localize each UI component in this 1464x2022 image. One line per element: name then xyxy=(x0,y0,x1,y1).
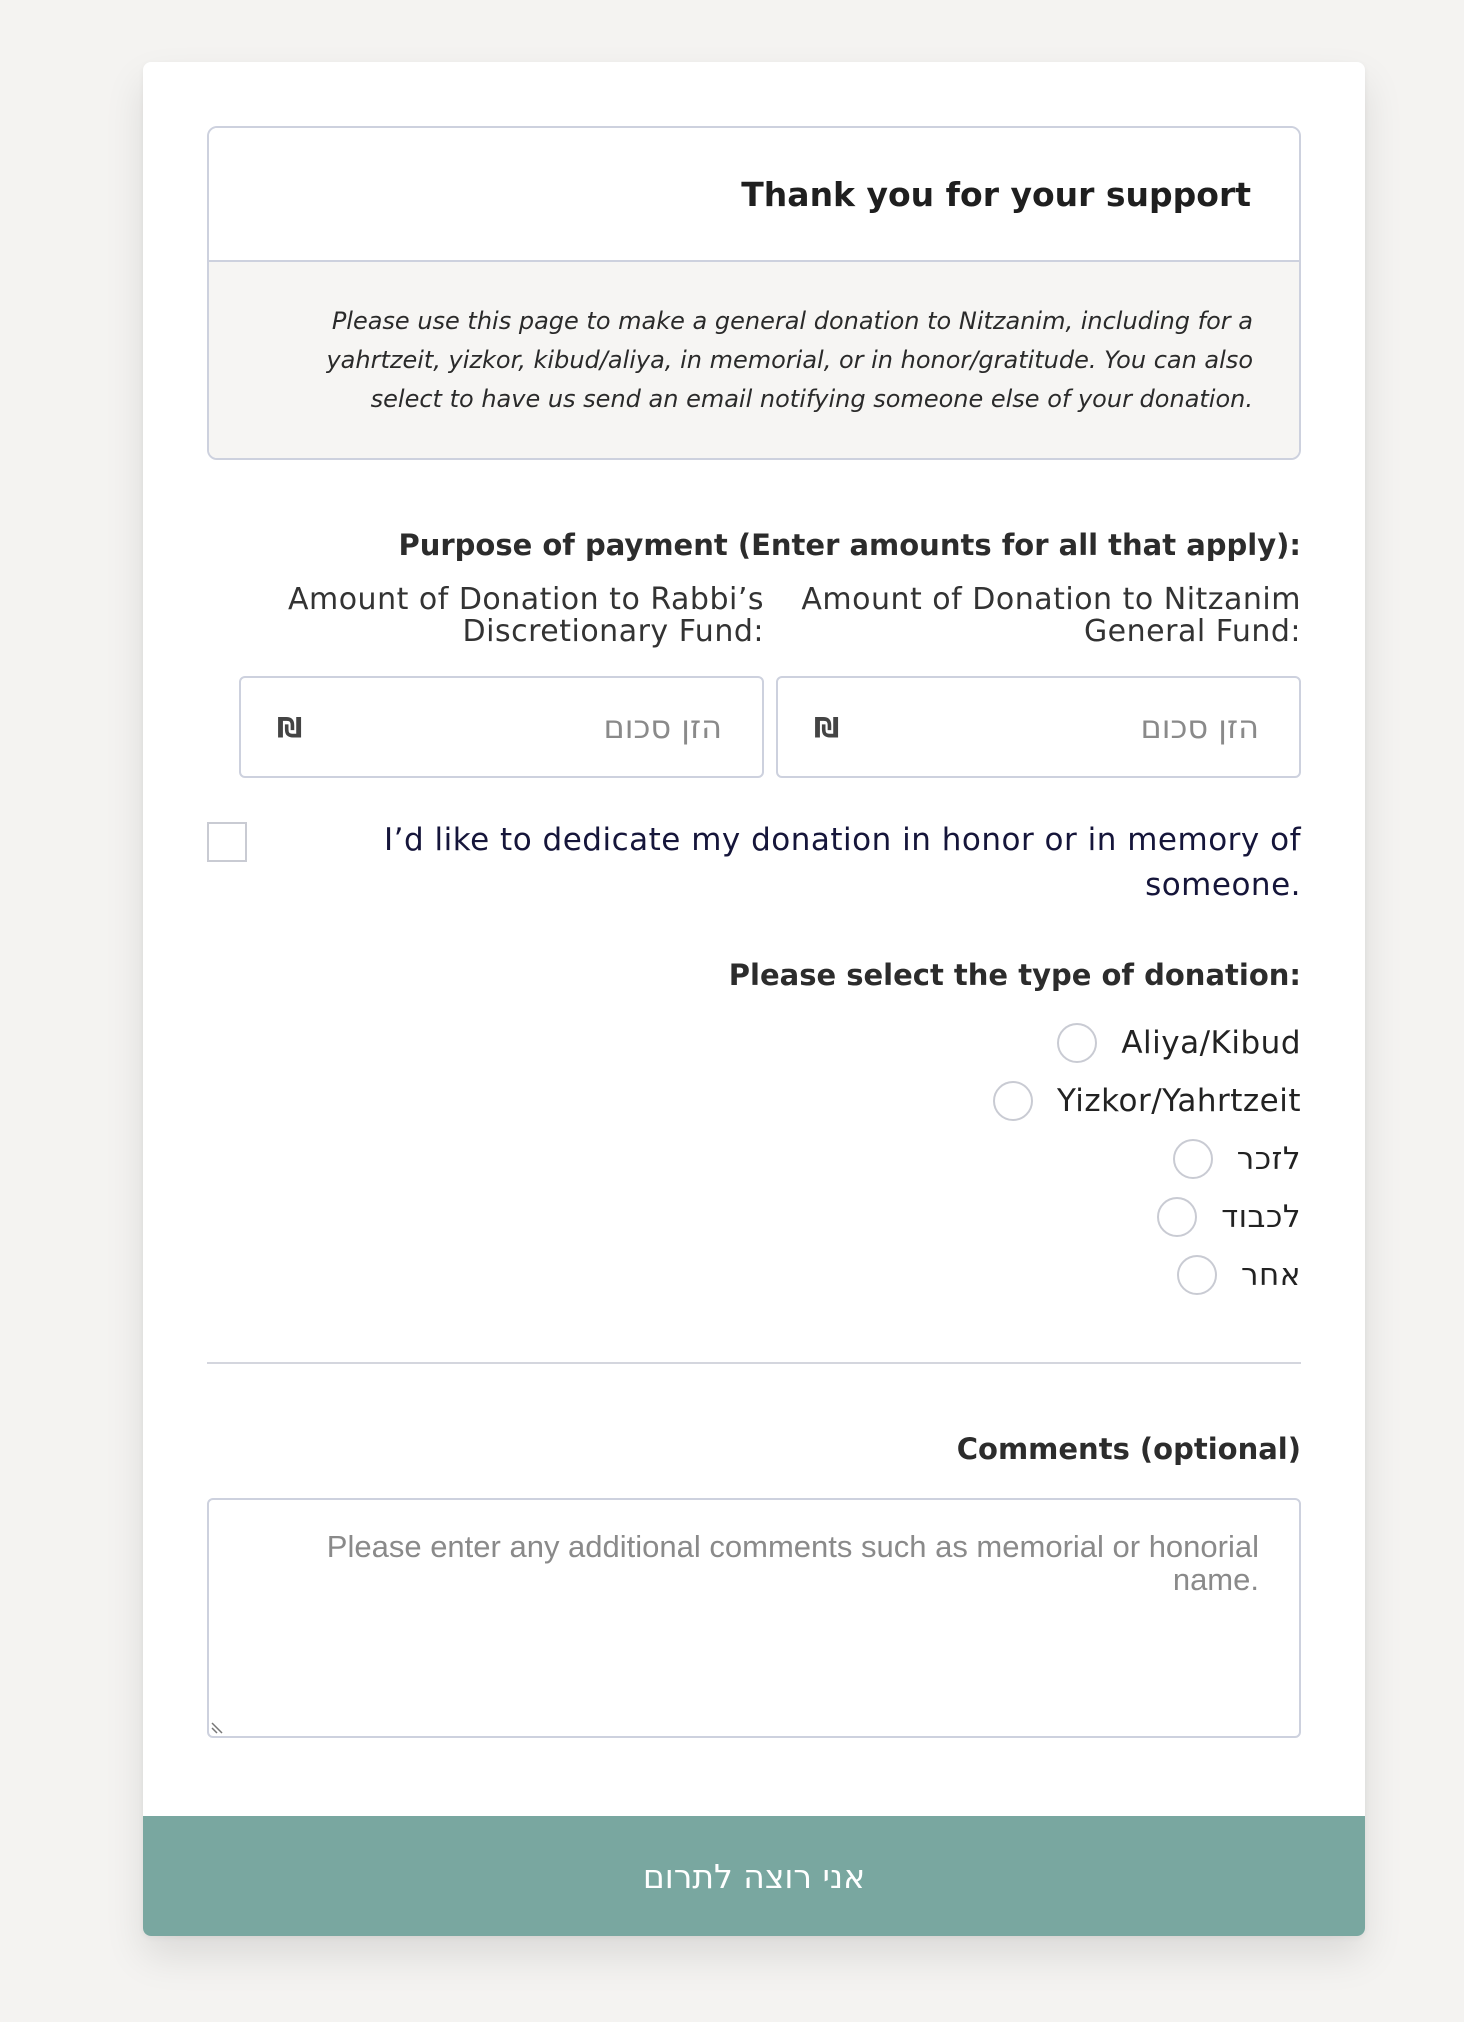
shekel-icon: ₪ xyxy=(814,710,840,744)
radio-button[interactable] xyxy=(1057,1023,1097,1063)
radio-button[interactable] xyxy=(1177,1255,1217,1295)
rabbi-fund-field xyxy=(239,584,764,778)
donation-type-label: Please select the type of donation: xyxy=(728,958,1301,992)
radio-button[interactable] xyxy=(1157,1197,1197,1237)
comments-label: Comments (optional) xyxy=(956,1432,1301,1466)
radio-label: Yizkor/Yahrtzeit xyxy=(1056,1083,1301,1119)
divider xyxy=(207,1362,1301,1364)
resize-grip-icon[interactable] xyxy=(211,1720,225,1734)
dedicate-label[interactable]: I’d like to dedicate my donation in honor or in memory of someone. xyxy=(384,822,1301,903)
radio-label: Aliya/Kibud xyxy=(1121,1025,1301,1061)
radio-option-lezecher[interactable] xyxy=(207,1130,1301,1188)
radio-label: לכבוד xyxy=(1221,1199,1301,1235)
shekel-icon: ₪ xyxy=(277,710,303,744)
donation-type-radio-group xyxy=(207,1014,1301,1304)
form-content xyxy=(207,126,1301,1738)
info-panel-header xyxy=(209,128,1299,262)
info-panel xyxy=(207,126,1301,460)
radio-button[interactable] xyxy=(993,1081,1033,1121)
comments-textarea[interactable] xyxy=(207,1498,1301,1738)
amount-placeholder: הזן סכום xyxy=(603,708,722,746)
radio-label: אחר xyxy=(1241,1257,1301,1293)
dedicate-row xyxy=(207,822,1301,914)
amount-fields xyxy=(207,584,1301,778)
radio-option-yizkor-yahrtzeit[interactable] xyxy=(207,1072,1301,1130)
purpose-label: Purpose of payment (Enter amounts for all that apply): xyxy=(398,528,1301,562)
radio-option-aliya-kibud[interactable] xyxy=(207,1014,1301,1072)
donate-button[interactable]: אני רוצה לתרום xyxy=(143,1816,1365,1936)
rabbi-fund-amount-input[interactable] xyxy=(239,676,764,778)
donation-form-card xyxy=(143,62,1365,1936)
radio-button[interactable] xyxy=(1173,1139,1213,1179)
comments-placeholder: Please enter any additional comments such as memorial or honorial name. xyxy=(326,1529,1259,1597)
general-fund-label: Amount of Donation to Nitzanim General Fund: xyxy=(801,582,1301,649)
info-title: Thank you for your support xyxy=(741,174,1251,214)
general-fund-field xyxy=(776,584,1301,778)
radio-label: לזכר xyxy=(1236,1141,1301,1177)
info-description: Please use this page to make a general donation to Nitzanim, including for a yahrtzeit, yizkor, kibud/aliya, in memorial, or in honor/gratitude. You can also select to have us send an email notifying someone else of your donation. xyxy=(209,262,1299,460)
general-fund-amount-input[interactable] xyxy=(776,676,1301,778)
dedicate-checkbox[interactable] xyxy=(207,822,247,862)
rabbi-fund-label: Amount of Donation to Rabbi’s Discretionary Fund: xyxy=(287,582,764,649)
radio-option-other[interactable] xyxy=(207,1246,1301,1304)
radio-option-lekavod[interactable] xyxy=(207,1188,1301,1246)
amount-placeholder: הזן סכום xyxy=(1140,708,1259,746)
